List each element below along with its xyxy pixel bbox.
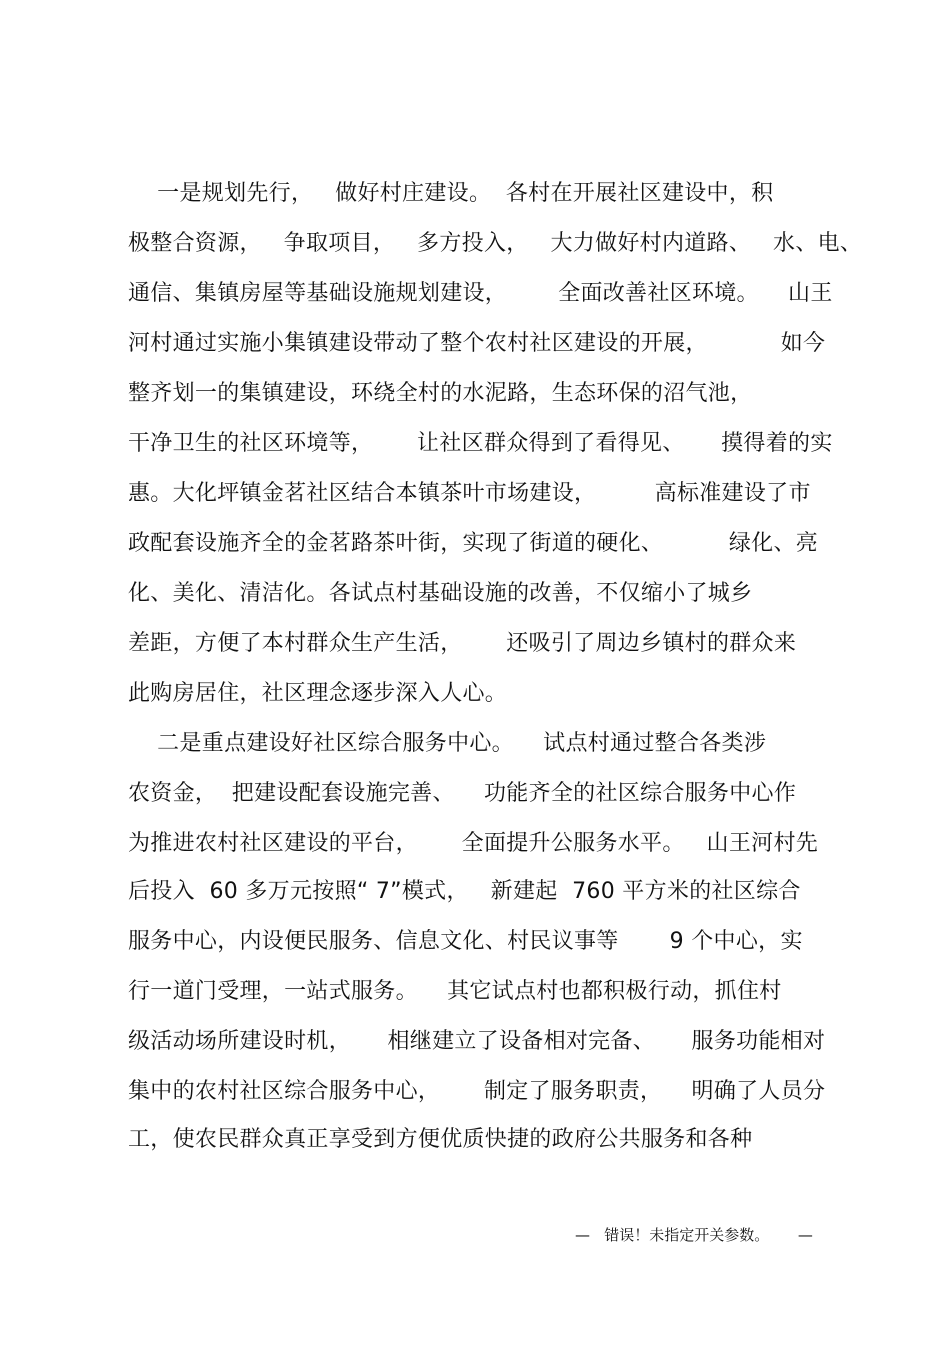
- body-line: 级活动场所建设时机， 相继建立了设备相对完备、 服务功能相对: [128, 1029, 826, 1054]
- body-line: 河村通过实施小集镇建设带动了整个农村社区建设的开展， 如今: [128, 331, 826, 356]
- body-line: 后投入 60 多万元按照“ 7”模式， 新建起 760 平方米的社区综合: [128, 879, 801, 904]
- body-line: 化、美化、清洁化。各试点村基础设施的改善，不仅缩小了城乡: [128, 581, 753, 606]
- body-line: 干净卫生的社区环境等， 让社区群众得到了看得见、 摸得着的实: [128, 431, 833, 456]
- body-line: 整齐划一的集镇建设，环绕全村的水泥路，生态环保的沼气池，: [128, 381, 753, 406]
- body-line: 极整合资源， 争取项目， 多方投入， 大力做好村内道路、 水、电、: [128, 231, 863, 256]
- body-line: 为推进农村社区建设的平台， 全面提升公服务水平。 山王河村先: [128, 831, 819, 856]
- body-line: 服务中心，内设便民服务、信息文化、村民议事等 9 个中心，实: [128, 929, 803, 954]
- body-line: 行一道门受理，一站式服务。 其它试点村也都积极行动，抓住村: [128, 979, 782, 1004]
- body-line: 集中的农村社区综合服务中心， 制定了服务职责， 明确了人员分: [128, 1079, 826, 1104]
- body-line: 差距，方便了本村群众生产生活， 还吸引了周边乡镇村的群众来: [128, 631, 797, 656]
- body-line: 二是重点建设好社区综合服务中心。 试点村通过整合各类涉: [128, 731, 767, 756]
- body-line: 农资金， 把建设配套设施完善、 功能齐全的社区综合服务中心作: [128, 781, 797, 806]
- body-line: 通信、集镇房屋等基础设施规划建设， 全面改善社区环境。 山王: [128, 281, 833, 306]
- body-line: 惠。大化坪镇金茗社区结合本镇茶叶市场建设， 高标准建设了市: [128, 481, 811, 506]
- page-footer: — 错误！未指定开关参数。 —: [575, 1226, 813, 1244]
- body-line: 一是规划先行， 做好村庄建设。 各村在开展社区建设中，积: [128, 181, 774, 206]
- body-line: 政配套设施齐全的金茗路茶叶街，实现了街道的硬化、 绿化、亮: [128, 531, 819, 556]
- body-line: 工，使农民群众真正享受到方便优质快捷的政府公共服务和各种: [128, 1127, 753, 1152]
- body-line: 此购房居住，社区理念逐步深入人心。: [128, 681, 508, 706]
